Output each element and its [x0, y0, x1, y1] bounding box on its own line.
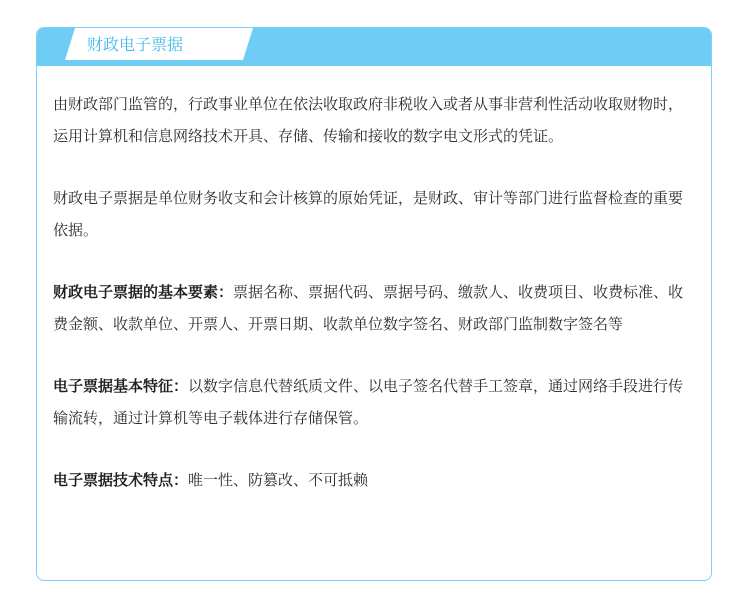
- paragraph-lead: 电子票据技术特点：: [53, 471, 189, 489]
- paragraph-basic-features: [53, 370, 695, 434]
- card-title: 财政电子票据: [87, 35, 184, 54]
- card-content: [53, 88, 695, 496]
- paragraph-text: 以数字信息代替纸质文件、以电子签名代替手工签章，通过网络手段进行传输流转，通过计算机等电子载体进行存储保管。: [53, 377, 684, 427]
- paragraph-text: 由财政部门监管的，行政事业单位在依法收取政府非税收入或者从事非营利性活动收取财物时，运用计算机和信息网络技术开具、存储、传输和接收的数字电文形式的凭证。: [53, 95, 684, 145]
- paragraph-definition: [53, 88, 695, 152]
- paragraph-purpose: [53, 182, 695, 246]
- paragraph-text: 唯一性、防篡改、不可抵赖: [188, 471, 369, 489]
- paragraph-lead: 电子票据基本特征：: [53, 377, 189, 395]
- info-card: [36, 27, 712, 581]
- paragraph-lead: 财政电子票据的基本要素：: [53, 283, 234, 301]
- paragraph-text: 财政电子票据是单位财务收支和会计核算的原始凭证，是财政、审计等部门进行监督检查的重要依据。: [53, 189, 684, 239]
- paragraph-technical-features: [53, 464, 695, 496]
- paragraph-text: 票据名称、票据代码、票据号码、缴款人、收费项目、收费标准、收费金额、收款单位、开票人、开票日期、收款单位数字签名、财政部门监制数字签名等: [53, 283, 684, 333]
- paragraph-basic-elements: [53, 276, 695, 340]
